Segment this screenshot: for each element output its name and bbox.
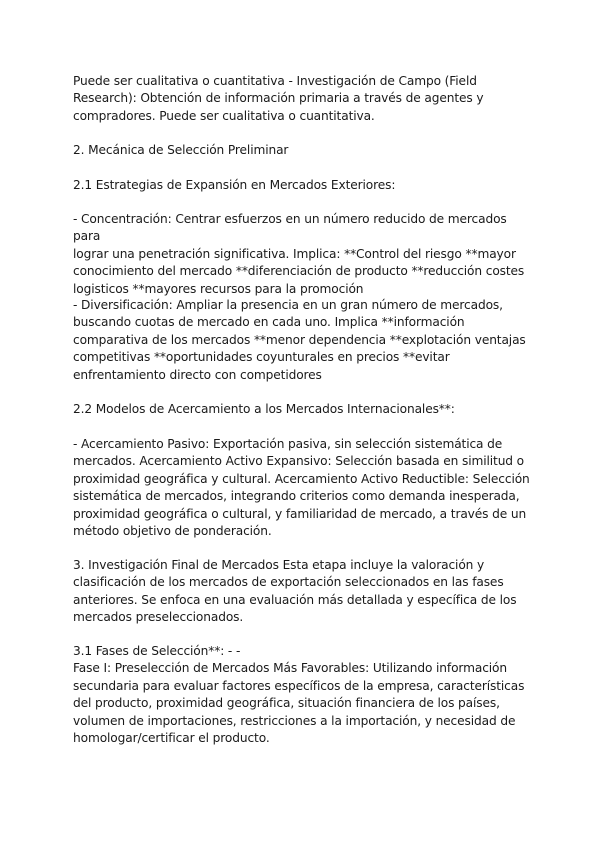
concentracion-paragraph: - Concentración: Centrar esfuerzos en un número reducido de mercados para lograr una penetración significativa. Implica: **Control del riesgo **mayor conocimiento del mercado **diferenciación de producto **reducción costes logisticos **mayores recursos para la promoción — [73, 212, 525, 296]
section-2-heading: 2. Mecánica de Selección Preliminar — [73, 143, 289, 157]
section-3-1-paragraph: 3.1 Fases de Selección**: - - Fase I: Preselección de Mercados Más Favorables: Utilizando información secundaria para evaluar factores específicos de la empresa, características del producto, proximidad geográfica, situación financiera de los países, volumen de importaciones, restricciones a la importación, y necesidad de homologar/certificar el producto. — [73, 644, 525, 746]
intro-paragraph: Puede ser cualitativa o cuantitativa - Investigación de Campo (Field Research): Obtención de información primaria a través de agentes y compradores. Puede ser cualitativa o cuantitativa. — [73, 74, 484, 123]
acercamiento-paragraph: - Acercamiento Pasivo: Exportación pasiva, sin selección sistemática de mercados. Acercamiento Activo Expansivo: Selección basada en similitud o proximidad geográfica y cultural. Acercamiento Activo Reductible: Selección sistemática de mercados, integrando criterios como demanda inesperada, proximidad geográfica o cultural, y familiaridad de mercado, a través de un método objetivo de ponderación. — [73, 437, 530, 539]
diversificacion-paragraph: - Diversificación: Ampliar la presencia en un gran número de mercados, buscando cuotas de mercado en cada uno. Implica **información comparativa de los mercados **menor dependencia **explotación ventajas competitivas **oportunidades coyunturales en precios **evitar enfrentamiento directo con competidores — [73, 298, 526, 382]
section-2-1-heading: 2.1 Estrategias de Expansión en Mercados Exteriores: — [73, 178, 396, 192]
section-2-2-heading: 2.2 Modelos de Acercamiento a los Mercados Internacionales**: — [73, 402, 455, 416]
section-3-paragraph: 3. Investigación Final de Mercados Esta etapa incluye la valoración y clasificación de los mercados de exportación seleccionados en las fases anteriores. Se enfoca en una evaluación más detallada y específica de los mercados preseleccionados. — [73, 558, 517, 625]
